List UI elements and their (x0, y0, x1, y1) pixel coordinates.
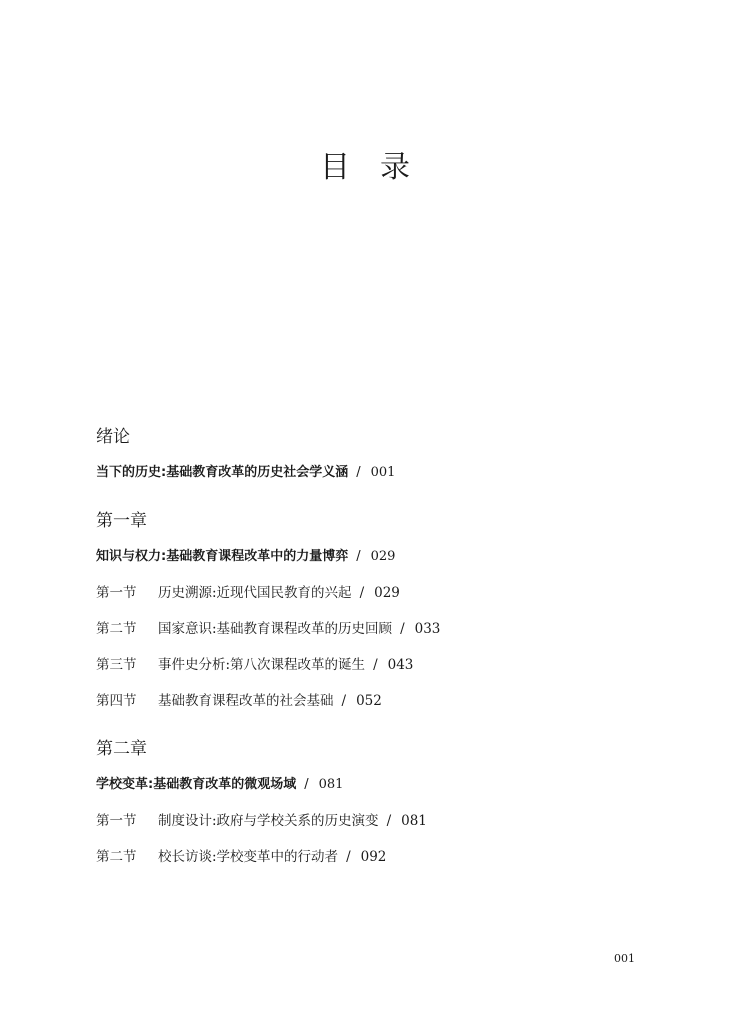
section-number: 第二节 (96, 621, 137, 637)
entry-title: 当下的历史:基础教育改革的历史社会学义涵 (96, 465, 349, 480)
entry-page-number: 001 (370, 465, 396, 480)
entry-separator: / (386, 813, 392, 829)
section-number: 第一节 (96, 813, 137, 829)
entry-title: 学校变革:基础教育改革的微观场域 (96, 777, 297, 792)
toc-entry-section[interactable] (96, 690, 696, 712)
entry-separator: / (356, 549, 361, 564)
toc-entry-main[interactable] (96, 462, 696, 484)
page-number: 001 (614, 952, 635, 965)
entry-separator: / (373, 657, 378, 673)
toc-entry-section[interactable] (96, 618, 696, 640)
toc-entry-section[interactable] (96, 810, 696, 832)
page-title: 目录 (320, 150, 440, 185)
toc-entry-main[interactable] (96, 546, 696, 568)
entry-separator: / (341, 693, 347, 709)
entry-separator: / (304, 777, 309, 792)
entry-title: 国家意识:基础教育课程改革的历史回顾 (158, 621, 393, 637)
toc-entry-section[interactable] (96, 654, 696, 676)
toc-entry-section[interactable] (96, 582, 696, 604)
chapter-intro (96, 426, 696, 484)
chapter-heading: 第二章 (96, 739, 147, 759)
entry-page-number: 081 (318, 777, 344, 792)
entry-page-number: 029 (374, 585, 400, 601)
section-number: 第三节 (96, 657, 137, 673)
entry-page-number: 029 (370, 549, 396, 564)
entry-title: 制度设计:政府与学校关系的历史演变 (158, 813, 379, 829)
section-number: 第一节 (96, 585, 137, 601)
toc-entry-main[interactable] (96, 774, 696, 796)
chapter-2 (96, 738, 696, 868)
toc-entry-section[interactable] (96, 846, 696, 868)
section-number: 第四节 (96, 693, 137, 709)
entry-title: 基础教育课程改革的社会基础 (158, 693, 334, 709)
table-of-contents (96, 426, 696, 882)
section-number: 第二节 (96, 849, 137, 865)
chapter-1 (96, 510, 696, 712)
entry-page-number: 081 (401, 813, 427, 829)
chapter-heading: 绪论 (96, 427, 130, 447)
entry-title: 事件史分析:第八次课程改革的诞生 (158, 657, 366, 673)
entry-page-number: 043 (387, 657, 414, 673)
entry-page-number: 092 (360, 849, 387, 865)
chapter-heading: 第一章 (96, 511, 147, 531)
entry-page-number: 033 (414, 621, 441, 637)
entry-title: 历史溯源:近现代国民教育的兴起 (158, 585, 352, 601)
entry-separator: / (359, 585, 365, 601)
entry-title: 知识与权力:基础教育课程改革中的力量博弈 (96, 549, 349, 564)
entry-separator: / (346, 849, 351, 865)
entry-title: 校长访谈:学校变革中的行动者 (158, 849, 339, 865)
entry-separator: / (356, 465, 361, 480)
entry-separator: / (400, 621, 405, 637)
entry-page-number: 052 (356, 693, 382, 709)
